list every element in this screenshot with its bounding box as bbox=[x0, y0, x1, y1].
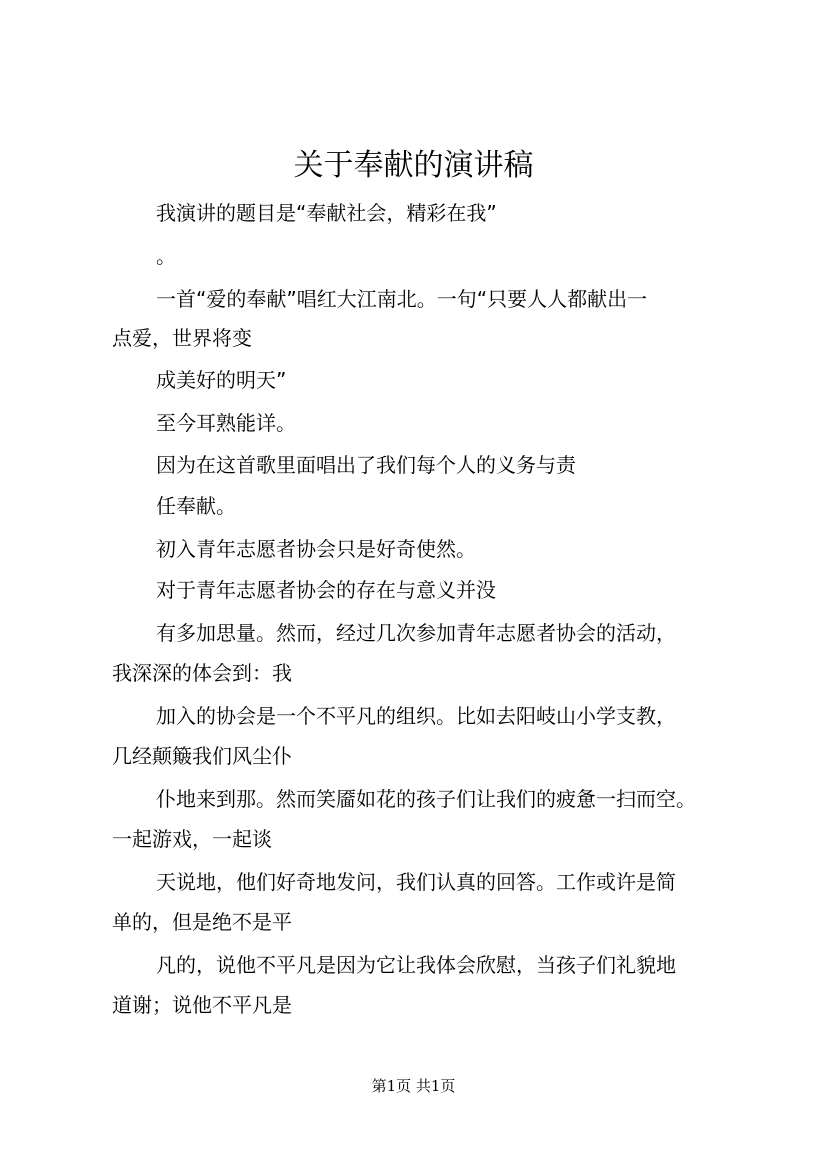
body-line: 点爱，世界将变 bbox=[112, 326, 252, 350]
body-line: 一首“爱的奉献”唱红大江南北。一句“只要人人都献出一 bbox=[156, 287, 648, 311]
body-line: 仆地来到那。然而笑靥如花的孩子们让我们的疲惫一扫而空。 bbox=[156, 787, 696, 811]
body-line: 天说地，他们好奇地发问，我们认真的回答。工作或许是简 bbox=[156, 870, 676, 894]
body-line: 有多加思量。然而，经过几次参加青年志愿者协会的活动， bbox=[156, 621, 676, 645]
body-line: 任奉献。 bbox=[156, 494, 236, 518]
body-line: 加入的协会是一个不平凡的组织。比如去阳岐山小学支教， bbox=[156, 704, 676, 728]
body-line: 因为在这首歌里面唱出了我们每个人的义务与责 bbox=[156, 453, 576, 477]
body-line: 我深深的体会到：我 bbox=[112, 661, 292, 685]
body-line: 对于青年志愿者协会的存在与意义并没 bbox=[156, 578, 496, 602]
body-line: 至今耳熟能详。 bbox=[156, 411, 296, 435]
document-title: 关于奉献的演讲稿 bbox=[293, 148, 534, 183]
page-number-footer: 第1页 共1页 bbox=[371, 1077, 456, 1095]
body-line: 凡的，说他不平凡是因为它让我体会欣慰，当孩子们礼貌地 bbox=[156, 953, 676, 977]
body-line: 几经颠簸我们风尘仆 bbox=[112, 744, 292, 768]
body-line: 单的，但是绝不是平 bbox=[112, 910, 292, 934]
body-line: 。 bbox=[156, 244, 176, 268]
body-line: 初入青年志愿者协会只是好奇使然。 bbox=[156, 537, 476, 561]
body-line: 道谢；说他不平凡是 bbox=[112, 993, 292, 1017]
body-line: 一起游戏，一起谈 bbox=[112, 827, 272, 851]
body-line: 我演讲的题目是“奉献社会，精彩在我” bbox=[156, 201, 497, 225]
body-line: 成美好的明天” bbox=[156, 368, 287, 392]
